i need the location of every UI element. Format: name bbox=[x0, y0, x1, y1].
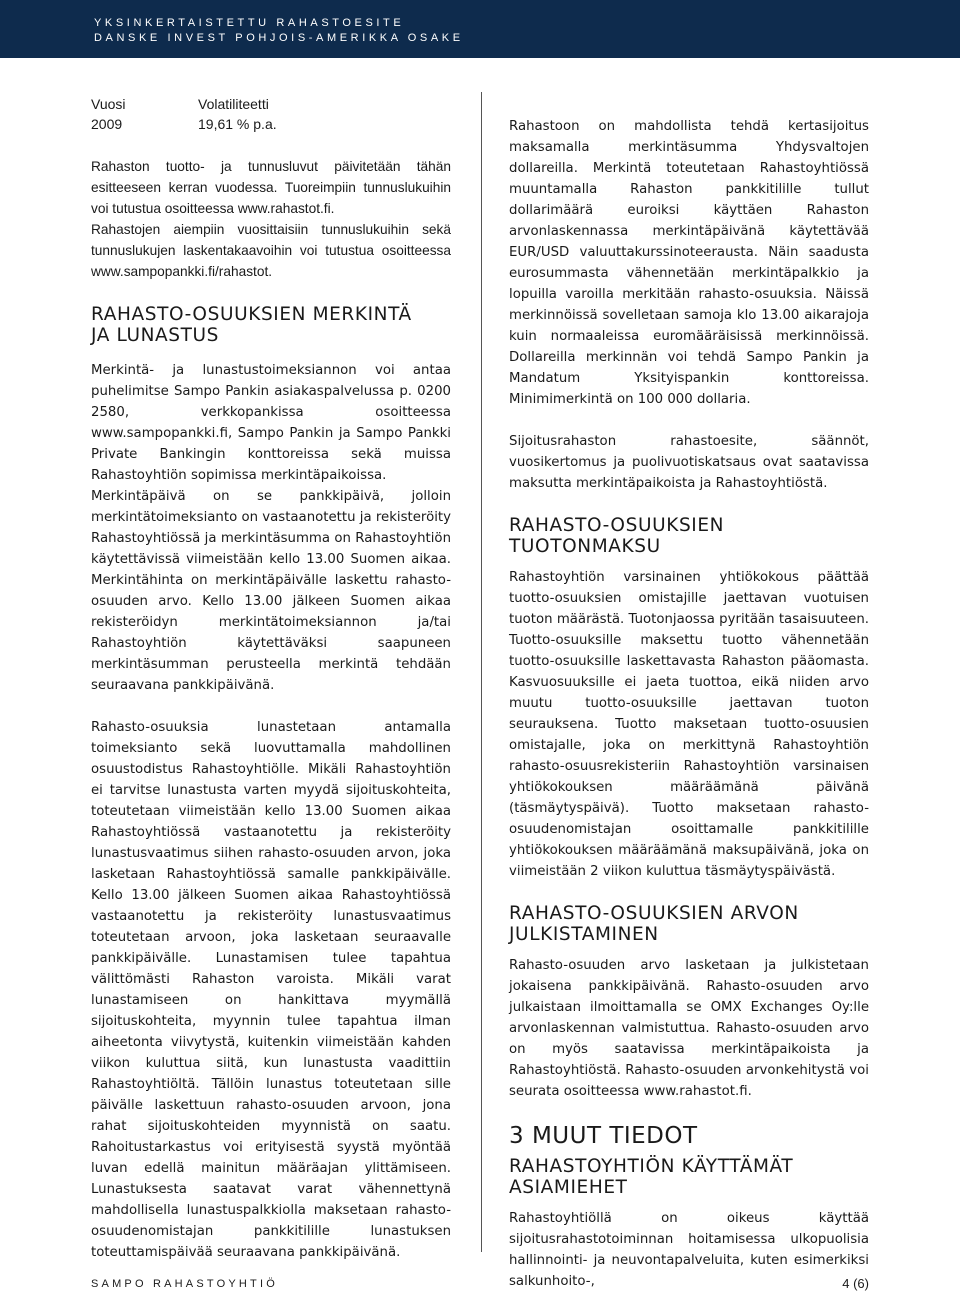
right-column bbox=[509, 116, 869, 1292]
section-heading-agents-line-1: RAHASTOYHTIÖN KÄYTTÄMÄT bbox=[509, 1156, 794, 1177]
section-heading-subscription-line-2: JA LUNASTUS bbox=[91, 325, 220, 346]
document-header-bar bbox=[0, 0, 960, 58]
section-heading-subscription bbox=[91, 304, 451, 346]
footer-company-name: SAMPO RAHASTOYHTIÖ bbox=[91, 1278, 278, 1290]
section-heading-value-publication-line-1: RAHASTO-OSUUKSIEN ARVON bbox=[509, 903, 799, 924]
left-column bbox=[91, 94, 451, 1263]
value-publication-paragraph: Rahasto-osuuden arvo lasketaan ja julkistetaan jokaisena pankkipäivänä. Rahasto-osuuden arvo julkaistaan ilmoittamalla se OMX Exchanges Oy:lle arvonlaskennan valmistuttua. Rahasto-osuuden arvo on myös saatavissa merkintäpaikoista ja Rahastoyhtiöstä. Rahasto-osuuden arvonkehitystä voi seurata osoitteessa www.rahastot.fi. bbox=[509, 958, 869, 1099]
section-heading-yield-payment-line-1: RAHASTO-OSUUKSIEN bbox=[509, 515, 725, 536]
agents-paragraph: Rahastoyhtiöllä on oikeus käyttää sijoitusrahastotoiminnan hoitamisessa ulkopuolisia hallinnointi- ja neuvontapalveluita, kuten esimerkiksi salkunhoito-, bbox=[509, 1211, 869, 1289]
page-footer bbox=[0, 1276, 960, 1292]
section-heading-yield-payment bbox=[509, 515, 869, 557]
earlier-figures-paragraph: Rahastojen aiempiin vuosittaisiin tunnuslukuihin sekä tunnuslukujen laskentakaavoihin voi tutustua osoitteessa www.sampopankki.fi/rahastot. bbox=[91, 222, 451, 279]
yield-payment-paragraph: Rahastoyhtiön varsinainen yhtiökokous päättää tuotto-osuuksien omistajille jaettavan vuotuisen tuoton määrästä. Tuotonjaossa pyritään tasaisuuteen. Tuotto-osuuksille maksettu tuotto vähennetään tuotto-osuuksille laskettavasta Rahaston pääomasta. Kasvuosuuksille ei jaeta tuottoa, eikä niiden arvo muutu tuotto-osuuksille jaettavan tuoton seurauksena. Tuotto maksetaan tuotto-osuusien omistajalle, joka on merkittynä Rahastoyhtiön rahasto-osuusrekisteriin Rahastoyhtiön varsinaisen yhtiökokouksen määräämänä päivänä (täsmäytyspäivä). Tuotto maksetaan rahasto-osuudenomistajan osoittamalle pankkitilille yhtiökokouksen määräämänä maksupäivänä, joka on viimeistään 2 viikon kuluttua täsmäytyspäivästä. bbox=[509, 570, 869, 879]
volatility-value: 19,61 % p.a. bbox=[198, 116, 277, 132]
volatility-year: 2009 bbox=[91, 116, 123, 132]
header-title-line-2: DANSKE INVEST POHJOIS-AMERIKKA OSAKE bbox=[94, 32, 464, 44]
key-figures-paragraph: Rahaston tuotto- ja tunnusluvut päivitetään tähän esitteeseen kerran vuodessa. Tuoreimpiin tunnuslukuihin voi tutustua osoitteessa www.rahastot.fi. bbox=[91, 159, 451, 216]
section-heading-agents bbox=[509, 1156, 869, 1198]
volatility-value-row bbox=[91, 114, 451, 134]
prospectus-availability-paragraph: Sijoitusrahaston rahastoesite, säännöt, vuosikertomus ja puolivuotiskatsaus ovat saatavissa maksutta merkintäpaikoista ja Rahastoyhtiöstä. bbox=[509, 434, 869, 491]
section-heading-subscription-line-1: RAHASTO-OSUUKSIEN MERKINTÄ bbox=[91, 304, 412, 325]
chapter-heading-other-info: 3 MUUT TIEDOT bbox=[509, 1123, 698, 1149]
section-heading-yield-payment-line-2: TUOTONMAKSU bbox=[509, 536, 661, 557]
volatility-value-heading: Volatiliteetti bbox=[198, 96, 269, 112]
section-heading-agents-line-2: ASIAMIEHET bbox=[509, 1177, 628, 1198]
volatility-table bbox=[91, 94, 451, 134]
volatility-header-row bbox=[91, 94, 451, 114]
section-heading-value-publication-line-2: JULKISTAMINEN bbox=[509, 924, 659, 945]
column-divider bbox=[481, 92, 482, 1252]
dollar-subscription-paragraph: Rahastoon on mahdollista tehdä kertasijoitus maksamalla merkintäsumma Yhdysvaltojen dollareilla. Merkintä toteutetaan Rahastoyhtiössä muuntamalla Rahaston pankkitilille tullut dollarimäärä euroiksi käyttäen Rahaston arvonlaskennassa merkintäpäivänä käytettävää EUR/USD valuuttakurssinoteerausta. Näin saadusta eurosummasta vähennetään merkintäpalkkio ja lopuilla varoilla merkitään rahasto-osuuksia. Näissä merkinnöissä sovelletaan samoja klo 13.00 aikarajoja kuin normaaleissa euromääräisissä merkinnöissä. Dollareilla merkinnän voi tehdä Sampo Pankin ja Mandatum Yksityispankin konttoreissa. Minimimerkintä on 100 000 dollaria. bbox=[509, 119, 869, 407]
redemption-paragraph: Rahasto-osuuksia lunastetaan antamalla toimeksianto sekä luovuttamalla mahdollinen osuustodistus Rahastoyhtiölle. Mikäli Rahastoyhtiön ei tarvitse lunastusta varten myydä sijoituskohteita, toteutetaan viimeistään kello 13.00 Suomen aikaa Rahastoyhtiössä vastaanotettu ja rekisteröity lunastusvaatimus siihen rahasto-osuuden arvon, joka lasketaan Rahastoyhtiössä samalle pankkipäivälle. Kello 13.00 jälkeen Suomen aikaa Rahastoyhtiössä vastaanotettu ja rekisteröity lunastusvaatimus toteutetaan arvoon, joka lasketaan seuraavalle pankkipäivälle. Lunastamisen tulee tapahtua välittömästi Rahaston varoista. Mikäli varat lunastamiseen on hankittava myymällä sijoituskohteita, myynnin tulee tapahtua ilman aiheetonta viivytystä, kuitenkin viimeistään kahden viikon kuluttua siitä, kun lunastusta vaadittiin Rahastoyhtiöltä. Tällöin lunastus toteutetaan sille päivälle laskettuun rahasto-osuuden arvoon, jona rahat sijoituskohteiden myynnistä on saatu. Rahoitustarkastus voi erityisestä syystä myöntää luvan edellä mainitun määräajan ylittämiseen. Lunastuksesta saatavat varat vähennettynä mahdollisella lunastuspalkkiolla maksetaan rahasto-osuudenomistajan pankkitilille lunastuksen toteuttamispäivää seuraavana pankkipäivänä. bbox=[91, 720, 451, 1260]
subscription-date-paragraph: Merkintäpäivä on se pankkipäivä, jolloin merkintätoimeksianto on vastaanotettu ja rekisteröity Rahastoyhtiössä ja merkintäsumma on Rahastoyhtiön käytettävissä viimeistään kello 13.00 Suomen aikaa. Merkintähinta on merkintäpäivälle laskettu rahasto-osuuden arvo. Kello 13.00 jälkeen Suomen aikaa rekisteröidyn merkintätoimeksiannon ja/tai Rahastoyhtiön käytettäväksi saapuneen merkintäsumman perusteella merkintä tehdään seuraavana pankkipäivänä. bbox=[91, 489, 451, 693]
footer-page-number: 4 (6) bbox=[842, 1276, 869, 1291]
section-heading-value-publication bbox=[509, 903, 869, 945]
volatility-year-heading: Vuosi bbox=[91, 96, 126, 112]
header-title-line-1: YKSINKERTAISTETTU RAHASTOESITE bbox=[94, 17, 405, 29]
subscription-channels-paragraph: Merkintä- ja lunastustoimeksiannon voi antaa puhelimitse Sampo Pankin asiakaspalvelussa p. 0200 2580, verkkopankissa osoitteessa www.sampopankki.fi, Sampo Pankin ja Sampo Pankki Private Bankingin konttoreissa sekä muissa Rahastoyhtiön sopimissa merkintäpaikoissa. bbox=[91, 363, 451, 483]
